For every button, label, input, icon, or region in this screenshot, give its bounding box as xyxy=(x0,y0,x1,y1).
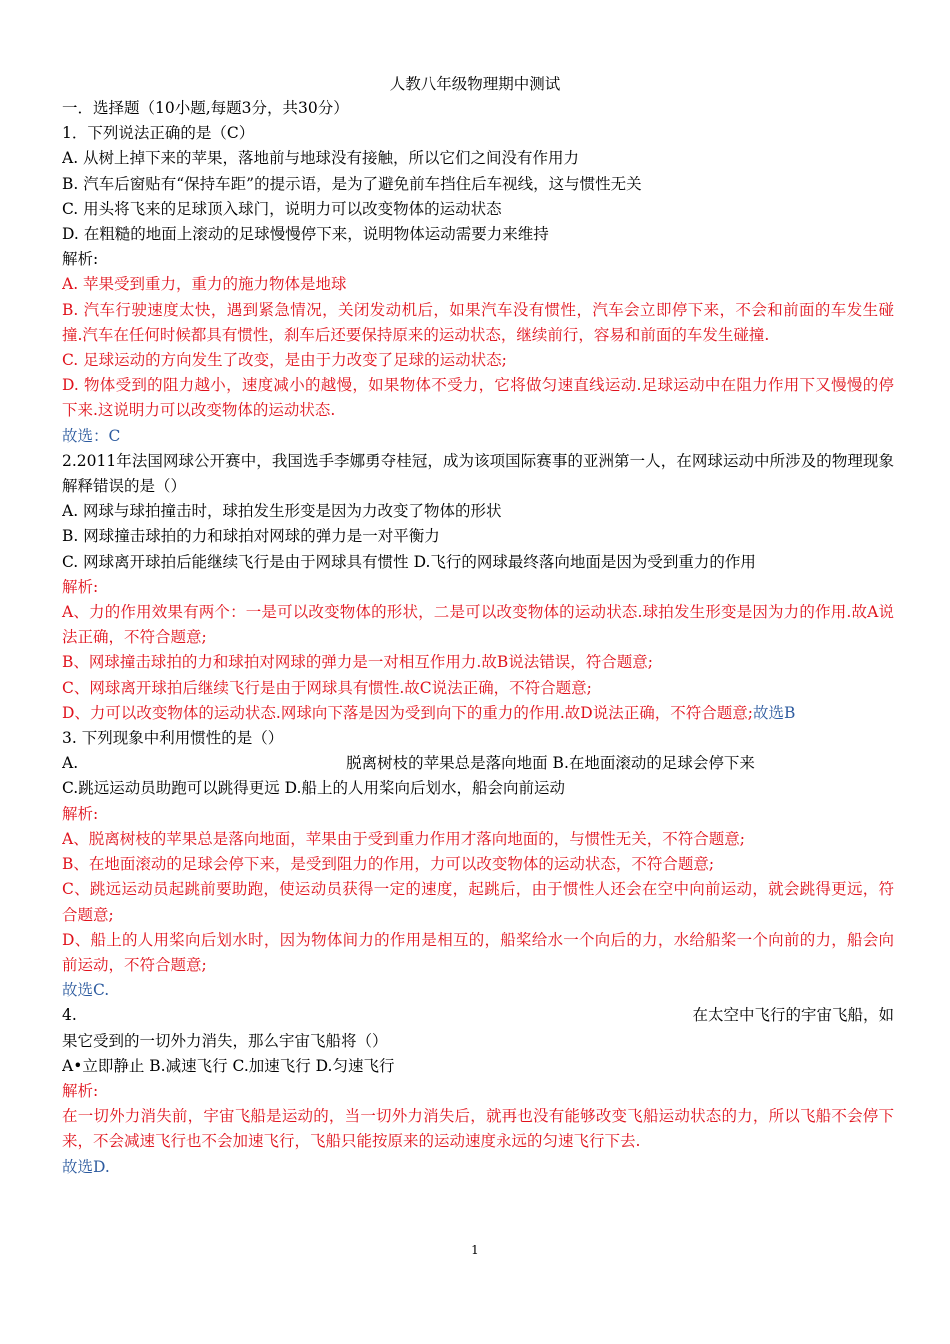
q2-analysis-b: B、网球撞击球拍的力和球拍对网球的弹力是一对相互作用力.故B说法错误，符合题意; xyxy=(62,653,653,672)
q2-option-b: B. 网球撞击球拍的力和球拍对网球的弹力是一对平衡力 xyxy=(62,527,440,546)
q3-option-ab: 脱离树枝的苹果总是落向地面 B.在地面滚动的足球会停下来 xyxy=(346,754,755,773)
document-title: 人教八年级物理期中测试 xyxy=(389,75,561,93)
q1-analysis-d: D. 物体受到的阻力越小，速度减小的越慢，如果物体不受力，它将做匀速直线运动.足球运动中在阻力作用下又慢慢的停下来.这说明力可以改变物体的运动状态. xyxy=(62,376,894,420)
q4-analysis: 在一切外力消失前，宇宙飞船是运动的，当一切外力消失后，就再也没有能够改变飞船运动状态的力，所以飞船不会停下来，不会减速飞行也不会加速飞行，飞船只能按原来的运动速度永远的匀速飞行下去. xyxy=(62,1107,894,1151)
q4-options: A•立即静止 B.减速飞行 C.加速飞行 D.匀速飞行 xyxy=(62,1056,395,1075)
q1-answer: 故选：C xyxy=(62,426,121,445)
q3-analysis-label: 解析: xyxy=(62,804,99,823)
q4-stem-cont: 果它受到的一切外力消失，那么宇宙飞船将（） xyxy=(62,1031,388,1050)
q2-analysis-c: C、网球离开球拍后继续飞行是由于网球具有惯性.故C说法正确，不符合题意; xyxy=(62,678,592,697)
q4-stem-row xyxy=(62,1003,894,1028)
q2-stem: 2.2011年法国网球公开赛中，我国选手李娜勇夺桂冠，成为该项国际赛事的亚洲第一人，在网球运动中所涉及的物理现象解释错误的是（） xyxy=(62,451,894,496)
document-body xyxy=(62,96,894,1180)
q1-analysis-b: B. 汽车行驶速度太快，遇到紧急情况，关闭发动机后，如果汽车没有惯性，汽车会立即停下来，不会和前面的车发生碰撞.汽车在任何时候都具有惯性，刹车后还要保持原来的运动状态，继续前行，容易和前面的车发生碰撞. xyxy=(62,300,894,344)
q3-stem: 3. 下列现象中利用惯性的是（） xyxy=(62,729,284,748)
q4-number: 4. xyxy=(62,1006,77,1025)
q2-answer: 故选B xyxy=(752,703,796,722)
q4-answer: 故选D. xyxy=(62,1157,110,1176)
q2-analysis-a: A、力的作用效果有两个：一是可以改变物体的形状，二是可以改变物体的运动状态.球拍发生形变是因为力的作用.故A说法正确，不符合题意; xyxy=(62,603,894,647)
q1-option-b: B. 汽车后窗贴有“保持车距”的提示语，是为了避免前车挡住后车视线，这与惯性无关 xyxy=(62,174,642,193)
q4-stem-right: 在太空中飞行的宇宙飞船，如 xyxy=(692,1006,894,1025)
q3-analysis-a: A、脱离树枝的苹果总是落向地面，苹果由于受到重力作用才落向地面的，与惯性无关，不符合题意; xyxy=(62,829,745,848)
q2-analysis-d: D、力可以改变物体的运动状态.网球向下落是因为受到向下的重力的作用.故D说法正确，不符合题意; xyxy=(62,703,753,722)
q3-analysis-b: B、在地面滚动的足球会停下来，是受到阻力的作用，力可以改变物体的运动状态，不符合题意; xyxy=(62,855,715,874)
q1-option-d: D. 在粗糙的地面上滚动的足球慢慢停下来，说明物体运动需要力来维持 xyxy=(62,225,549,244)
q3-option-ab-row xyxy=(62,751,894,776)
q1-stem: 1．下列说法正确的是（C） xyxy=(62,124,255,143)
q1-option-c: C. 用头将飞来的足球顶入球门，说明力可以改变物体的运动状态 xyxy=(62,199,502,218)
page-number: 1 xyxy=(471,1243,479,1257)
q2-option-a: A. 网球与球拍撞击时，球拍发生形变是因为力改变了物体的形状 xyxy=(62,502,502,521)
q1-analysis-a: A. 苹果受到重力，重力的施力物体是地球 xyxy=(62,275,347,294)
q3-analysis-d: D、船上的人用桨向后划水时，因为物体间力的作用是相互的，船桨给水一个向后的力，水给船桨一个向前的力，船会向前运动，不符合题意; xyxy=(62,930,894,974)
q2-option-cd: C. 网球离开球拍后能继续飞行是由于网球具有惯性 D.飞行的网球最终落向地面是因为受到重力的作用 xyxy=(62,552,756,571)
section-heading: 一．选择题（10小题,每题3分，共30分） xyxy=(62,99,349,117)
q3-option-a-label: A. xyxy=(62,754,79,773)
q1-option-a: A. 从树上掉下来的苹果，落地前与地球没有接触，所以它们之间没有作用力 xyxy=(62,149,580,168)
q3-option-cd: C.跳远运动员助跑可以跳得更远 D.船上的人用桨向后划水，船会向前运动 xyxy=(62,779,565,798)
q1-analysis-label: 解析: xyxy=(62,250,99,269)
q2-analysis-d-row xyxy=(62,701,894,726)
q4-analysis-label: 解析: xyxy=(62,1081,99,1100)
q3-analysis-c: C、跳远运动员起跳前要助跑，使运动员获得一定的速度，起跳后，由于惯性人还会在空中向前运动，就会跳得更远，符合题意; xyxy=(62,880,894,924)
q3-answer: 故选C. xyxy=(62,981,110,1000)
q2-analysis-label: 解析: xyxy=(62,577,99,596)
q1-analysis-c: C. 足球运动的方向发生了改变，是由于力改变了足球的运动状态; xyxy=(62,351,507,370)
